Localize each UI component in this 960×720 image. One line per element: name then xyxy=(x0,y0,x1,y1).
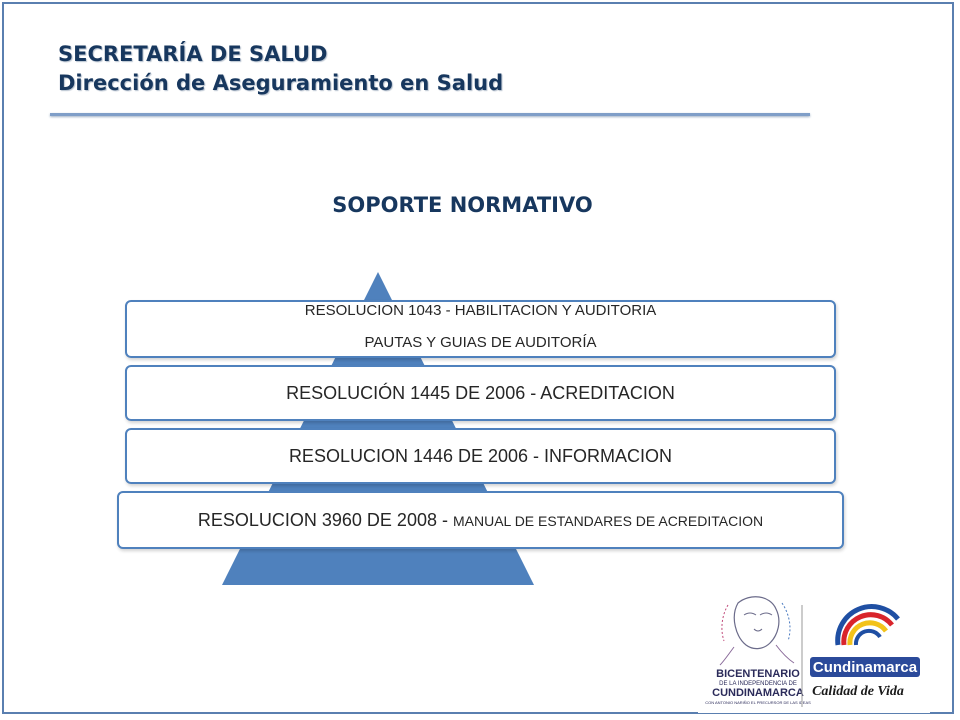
pyramid-level-4-label xyxy=(198,510,763,531)
pyramid-level-4-main: RESOLUCION 3960 DE 2008 - xyxy=(197,509,453,530)
pyramid-level-2 xyxy=(125,365,836,421)
header-subtitle: Dirección de Aseguramiento en Salud xyxy=(58,71,504,95)
pyramid-level-3-label: RESOLUCION 1446 DE 2006 - INFORMACION xyxy=(288,445,673,466)
pyramid-level-2-label: RESOLUCIÓN 1445 DE 2006 - ACREDITACION xyxy=(286,382,675,403)
pyramid-level-1-line2: PAUTAS Y GUIAS DE AUDITORÍA xyxy=(364,334,597,351)
logos-graphic xyxy=(698,585,930,713)
pyramid-level-1-line1: RESOLUCION 1043 - HABILITACION Y AUDITORIA xyxy=(304,302,657,319)
cundinamarca-name: Cundinamarca xyxy=(812,659,918,676)
bicentenario-line4: CON ANTONIO NARIÑO EL PRECURSOR DE LAS IDEAS xyxy=(705,700,811,705)
bicentenario-line3: CUNDINAMARCA xyxy=(712,687,804,699)
cundinamarca-arcs-icon xyxy=(838,607,898,645)
bicentenario-line2: DE LA INDEPENDENCIA DE xyxy=(719,681,797,687)
pyramid-level-3 xyxy=(125,428,836,484)
cundinamarca-slogan: Calidad de Vida xyxy=(812,684,904,699)
bicentenario-portrait-icon xyxy=(720,597,794,665)
logo-area xyxy=(698,585,930,713)
header-title: SECRETARÍA DE SALUD xyxy=(58,42,328,66)
section-title: SOPORTE NORMATIVO xyxy=(332,193,593,217)
pyramid-level-1 xyxy=(125,300,836,358)
bicentenario-line1: BICENTENARIO xyxy=(716,668,800,680)
pyramid-level-4 xyxy=(117,491,844,549)
pyramid-level-4-small: MANUAL DE ESTANDARES DE ACREDITACION xyxy=(452,512,764,529)
